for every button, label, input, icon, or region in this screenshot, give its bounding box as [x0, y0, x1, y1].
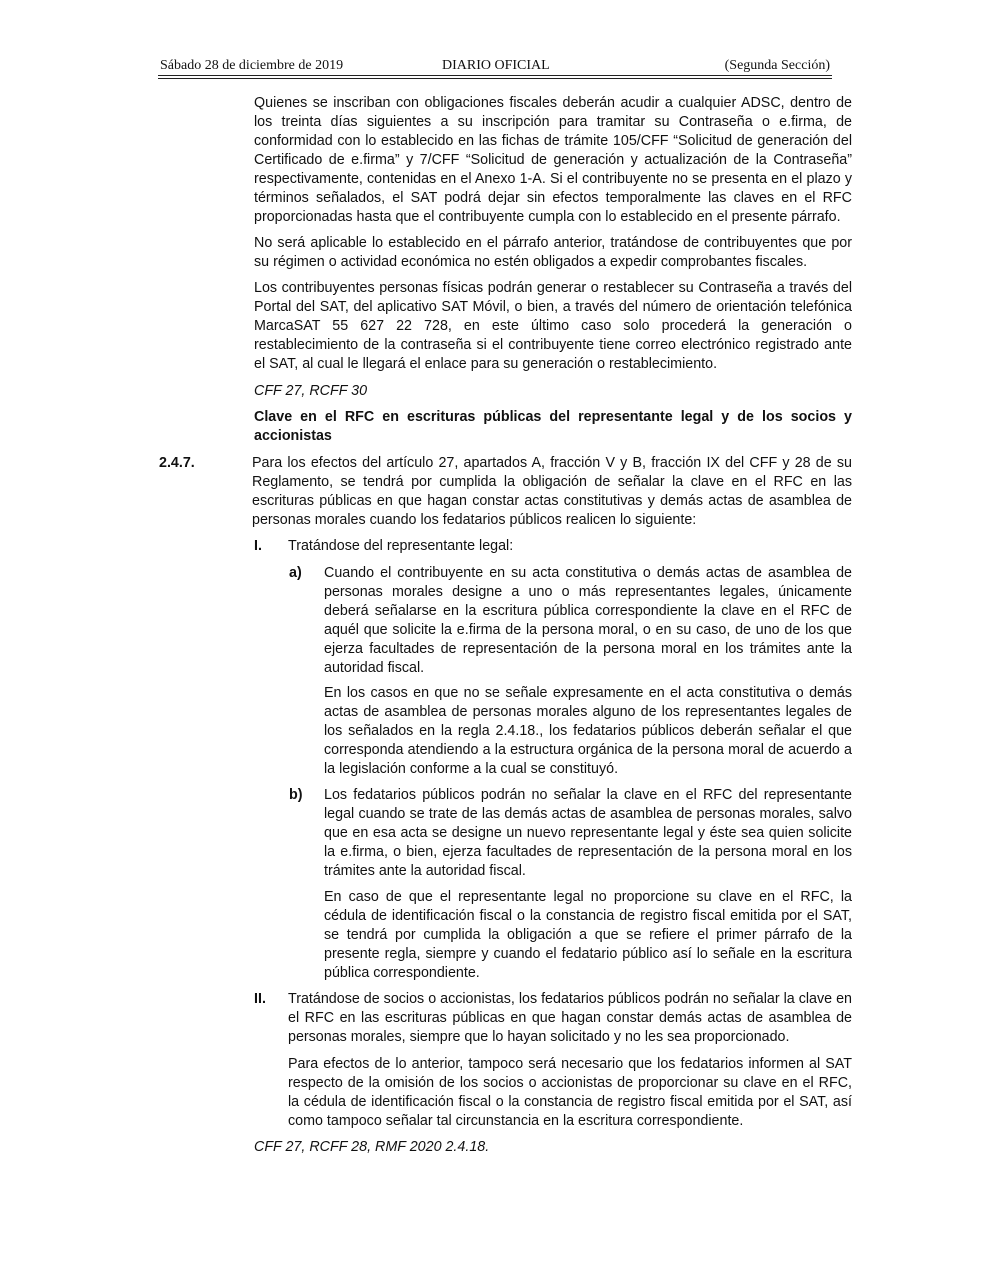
header-rule-top	[158, 75, 832, 76]
subitem-text-a: Cuando el contribuyente en su acta constitutiva o demás actas de asamblea de personas morales designe a uno o más representantes legales, únicamente deberá señalarse en la escritura pública correspondiente la clave en el RFC de aquél que solicite la e.firma de la persona moral, o en su caso, de uno de los que ejerza facultades de representación de la persona moral en los trámites ante la autoridad fiscal.	[324, 565, 852, 676]
item-text-ii-continued: Para efectos de lo anterior, tampoco será necesario que los fedatarios informen al SAT respecto de la omisión de los socios o accionistas de proporcionar su clave en el RFC, la cédula de identificación fiscal o la constancia de registro fiscal emitida por el SAT, así como tampoco señalar tal circunstancia en la escritura correspondiente.	[288, 1056, 852, 1129]
legal-reference-final: CFF 27, RCFF 28, RMF 2020 2.4.18.	[254, 1139, 490, 1155]
header-date: Sábado 28 de diciembre de 2019	[160, 58, 344, 73]
rule-intro: Para los efectos del artículo 27, apartados A, fracción V y B, fracción IX del CFF y 28 de su Reglamento, se tendrá por cumplida la obligación de señalar la clave en el RFC en las escrituras públicas en que hagan constar actas constitutivas y demás actas de asamblea de personas morales cuando los fedatarios públicos realicen lo siguiente:	[252, 455, 852, 528]
paragraph-inscription: Quienes se inscriban con obligaciones fiscales deberán acudir a cualquier ADSC, dentro de los treinta días siguientes a su inscripción para tramitar su Contraseña o e.firma, de conformidad con lo establecido en las fichas de trámite 105/CFF “Solicitud de generación del Certificado de e.firma” y 7/CFF “Solicitud de generación y actualización de la Contraseña” respectivamente, contenidas en el Anexo 1-A. Si el contribuyente no se presenta en el plazo y términos señalados, el SAT podrá dejar sin efectos temporalmente las claves en el RFC proporcionadas hasta que el contribuyente cumpla con lo establecido en el presente párrafo.	[254, 95, 852, 225]
item-label-i: I.	[254, 538, 262, 554]
rule-title: Clave en el RFC en escrituras públicas del representante legal y de los socios y accionistas	[254, 409, 852, 444]
subitem-text-a-continued: En los casos en que no se señale expresamente en el acta constitutiva o demás actas de asamblea de personas morales alguno de los representantes legales de los señalados en la regla 2.4.18., los fedatarios públicos deberán señalar el que corresponda atendiendo a la estructura orgánica de la persona moral de acuerdo a la legislación conforme a la cual se constituyó.	[324, 685, 852, 777]
header-rule-bottom	[158, 78, 832, 79]
paragraph-not-applicable: No será aplicable lo establecido en el párrafo anterior, tratándose de contribuyentes que por su régimen o actividad económica no estén obligados a expedir comprobantes fiscales.	[254, 235, 852, 270]
page-header	[158, 58, 832, 76]
subitem-label-a: a)	[289, 565, 302, 581]
rule-number: 2.4.7.	[159, 455, 195, 471]
subitem-text-b-continued: En caso de que el representante legal no proporcione su clave en el RFC, la cédula de identificación fiscal o la constancia de registro fiscal emitida por el SAT, se tendrá por cumplida la obligación a que se refiere el primer párrafo de la presente regla, siempre y cuando el fedatario público así lo señale en la escritura pública correspondiente.	[324, 889, 852, 981]
subitem-text-b: Los fedatarios públicos podrán no señalar la clave en el RFC del representante legal cuando se trate de las demás actas de asamblea de personas morales, salvo que en esa acta se designe un nuevo representante legal y éste sea quien solicite la e.firma, o bien, ejerza facultades de representación de la persona moral en los trámites ante la autoridad fiscal.	[324, 787, 852, 879]
item-text-i: Tratándose del representante legal:	[288, 538, 514, 554]
item-text-ii: Tratándose de socios o accionistas, los fedatarios públicos podrán no señalar la clave en el RFC en las escrituras públicas en que hagan constar demás actas de asamblea de personas morales, siempre que lo hayan solicitado y no les sea proporcionado.	[288, 991, 852, 1045]
item-label-ii: II.	[254, 991, 266, 1007]
header-section: (Segunda Sección)	[724, 58, 830, 73]
paragraph-password-reset: Los contribuyentes personas físicas podrán generar o restablecer su Contraseña a través del Portal del SAT, del aplicativo SAT Móvil, o bien, a través del número de orientación telefónica MarcaSAT 55 627 22 728, en este último caso solo procederá la generación o restablecimiento de la contraseña si el contribuyente tiene correo electrónico registrado ante el SAT, al cual le llegará el enlace para su generación o restablecimiento.	[254, 280, 852, 372]
header-publication: DIARIO OFICIAL	[442, 58, 550, 73]
legal-reference: CFF 27, RCFF 30	[254, 383, 368, 399]
subitem-label-b: b)	[289, 787, 303, 803]
